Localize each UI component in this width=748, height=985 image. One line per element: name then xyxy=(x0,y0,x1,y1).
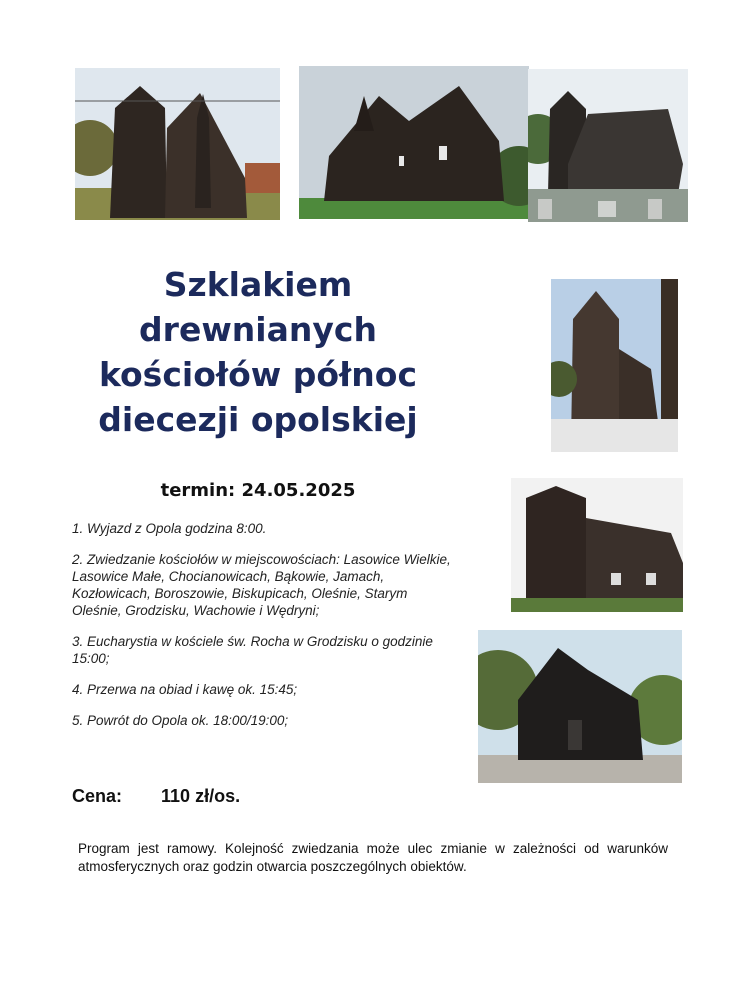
church-photo-6 xyxy=(478,630,682,783)
program-item-1: 1. Wyjazd z Opola godzina 8:00. xyxy=(72,521,267,536)
title-line-3: kościołów północ xyxy=(98,355,418,394)
program-item-4: 4. Przerwa na obiad i kawę ok. 15:45; xyxy=(72,682,298,697)
title-line-4: diecezji opolskiej xyxy=(98,400,418,439)
church-photo-2 xyxy=(299,66,529,219)
title-line-2: drewnianych xyxy=(139,310,377,349)
church-photo-5 xyxy=(511,478,683,612)
program-note: Program jest ramowy. Kolejność zwiedzania może ulec zmianie w zależności od warunków atmosferycznych oraz godzin otwarcia poszczególnych obiektów. xyxy=(78,841,668,874)
church-photo-1 xyxy=(75,68,280,220)
page-title xyxy=(78,262,438,442)
program-item-2: 2. Zwiedzanie kościołów w miejscowościach: Lasowice Wielkie, Lasowice Małe, Chocianowicach, Bąkowie, Jamach, Kozłowicach, Boroszowie, Biskupicach, Oleśnie, Starym Oleśnie, Grodzisku, Wachowie i Wędryni; xyxy=(72,552,451,618)
price-value: 110 zł/os. xyxy=(161,786,241,806)
church-photo-3 xyxy=(528,69,688,222)
program-item-5: 5. Powrót do Opola ok. 18:00/19:00; xyxy=(72,713,289,728)
term-date: 24.05.2025 xyxy=(241,480,356,501)
program-item-3: 3. Eucharystia w kościele św. Rocha w Grodzisku o godzinie 15:00; xyxy=(72,634,433,666)
price xyxy=(72,786,240,807)
trip-date xyxy=(78,480,438,501)
title-line-1: Szklakiem xyxy=(163,265,353,304)
price-label: Cena: xyxy=(72,786,123,806)
program-list xyxy=(72,520,452,743)
term-label: termin: xyxy=(160,480,236,501)
church-photo-4 xyxy=(551,279,678,452)
